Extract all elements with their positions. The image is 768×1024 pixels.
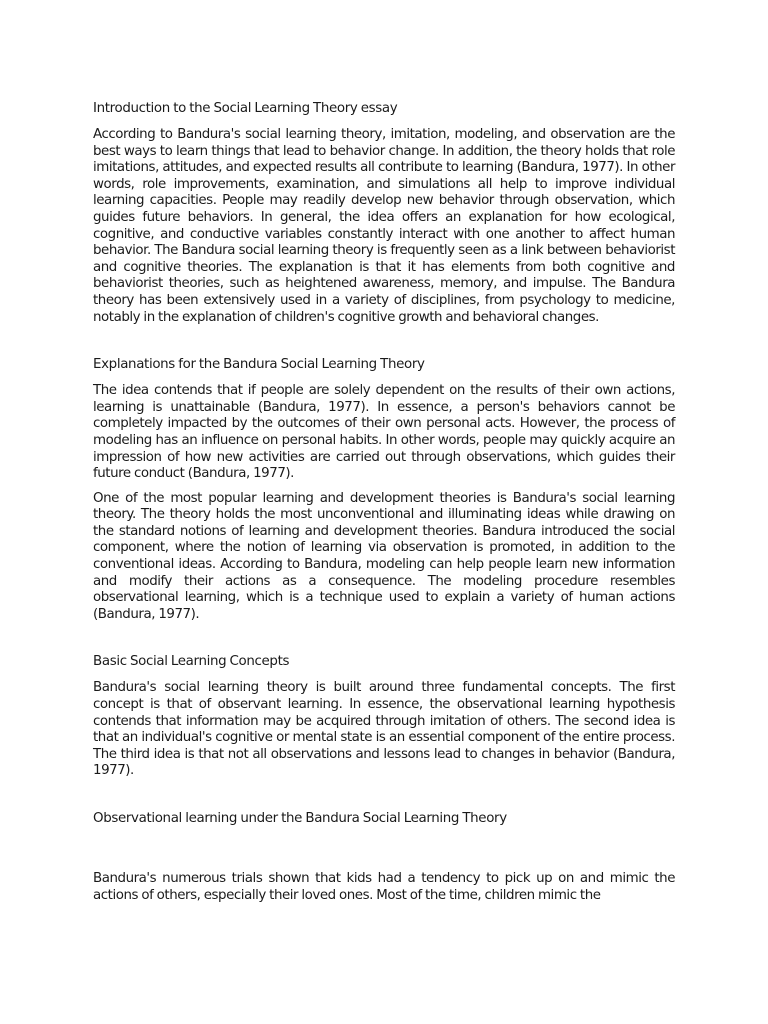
paragraph: Bandura's social learning theory is built around three fundamental concepts. The first concept is that of observant learning. In essence, the observational learning hypothesis contends that information may be acquired through imitation of others. The second idea is that an individual's cognitive or mental state is an essential component of the entire process. The third idea is that not all observations and lessons lead to changes in behavior (Bandura, 1977).	[93, 680, 675, 779]
section-explanations	[93, 356, 675, 623]
paragraph: The idea contends that if people are solely dependent on the results of their own actions, learning is unattainable (Bandura, 1977). In essence, a person's behaviors cannot be completely impacted by the outcomes of their own personal acts. However, the process of modeling has an influence on personal habits. In other words, people may quickly acquire an impression of how new activities are carried out through observations, which guides their future conduct (Bandura, 1977).	[93, 383, 675, 482]
paragraph: According to Bandura's social learning theory, imitation, modeling, and observation are the best ways to learn things that lead to behavior change. In addition, the theory holds that role imitations, attitudes, and expected results all contribute to learning (Bandura, 1977). In other words, role improvements, examination, and simulations all help to improve individual learning capacities. People may readily develop new behavior through observation, which guides future behaviors. In general, the idea offers an explanation for how ecological, cognitive, and conductive variables constantly interact with one another to affect human behavior. The Bandura social learning theory is frequently seen as a link between behaviorist and cognitive theories. The explanation is that it has elements from both cognitive and behaviorist theories, such as heightened awareness, memory, and impulse. The Bandura theory has been extensively used in a variety of disciplines, from psychology to medicine, notably in the explanation of children's cognitive growth and behavioral changes.	[93, 127, 675, 325]
section-heading: Observational learning under the Bandura Social Learning Theory	[93, 811, 507, 826]
section-heading: Explanations for the Bandura Social Learning Theory	[93, 357, 425, 373]
paragraph: Bandura's numerous trials shown that kids had a tendency to pick up on and mimic the actions of others, especially their loved ones. Most of the time, children mimic the	[93, 871, 675, 903]
paragraph: One of the most popular learning and development theories is Bandura's social learning theory. The theory holds the most unconventional and illuminating ideas while drawing on the standard notions of learning and development theories. Bandura introduced the social component, where the notion of learning via observation is promoted, in addition to the conventional ideas. According to Bandura, modeling can help people learn new information and modify their actions as a consequence. The modeling procedure resembles observational learning, which is a technique used to explain a variety of human actions (Bandura, 1977).	[93, 490, 675, 622]
document-page	[93, 100, 675, 904]
section-basic-concepts	[93, 653, 675, 780]
section-heading: Basic Social Learning Concepts	[93, 654, 290, 670]
section-heading: Introduction to the Social Learning Theory essay	[93, 101, 398, 116]
section-observational-learning	[93, 810, 675, 904]
section-introduction	[93, 100, 675, 326]
